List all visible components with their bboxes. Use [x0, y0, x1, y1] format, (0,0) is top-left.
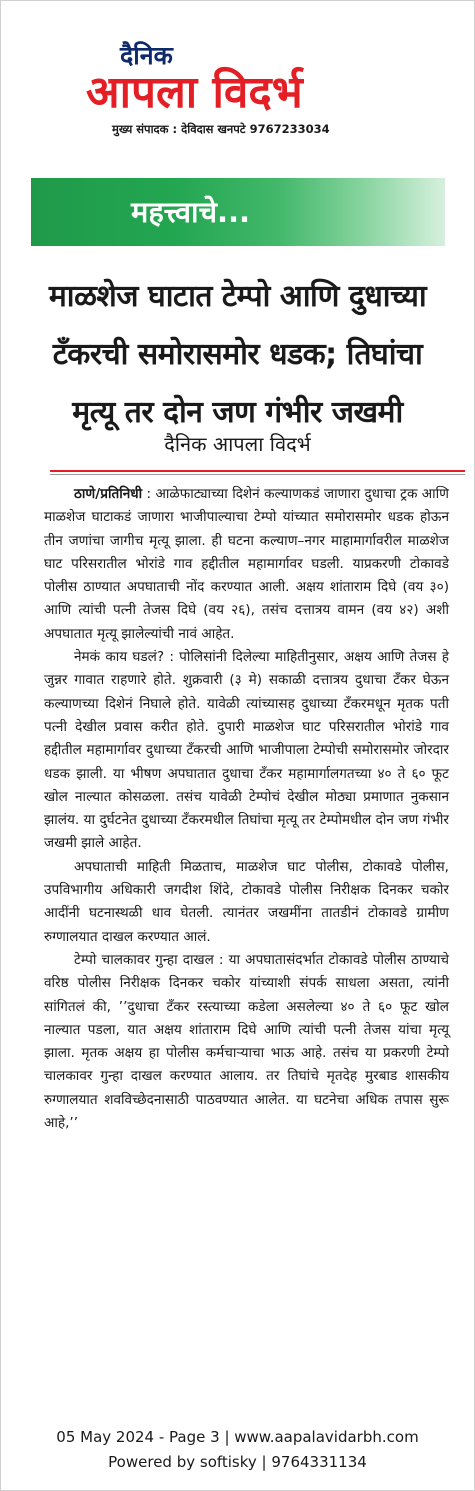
masthead-title: आपला विदर्भ [86, 67, 303, 118]
headline-line-3: मृत्यू तर दोन जण गंभीर जखमी [72, 395, 403, 430]
masthead-editor-line: मुख्य संपादक : देविदास खनपटे 9767233034 [112, 122, 330, 136]
footer-powered-by: Powered by softisky | 9764331134 [108, 1453, 367, 1471]
paragraph-3: अपघाताची माहिती मिळताच, माळशेज घाट पोलीस, टोकावडे पोलीस, उपविभागीय अधिकारी जगदीश शिंदे, टोकावडे पोलीस निरीक्षक दिनकर चकोर आदींनी घटनास्थळी धाव घेतली. त्यानंतर जखमींना तातडीनं टोकावडे ग्रामीण रुग्णालयात दाखल करण्यात आलं. [44, 858, 449, 945]
category-banner [31, 178, 445, 246]
byline-divider [50, 470, 465, 472]
article-body [44, 483, 449, 1135]
masthead [0, 0, 475, 165]
paragraph-4: टेम्पो चालकावर गुन्हा दाखल : या अपघातासंदर्भात टोकावडे पोलीस ठाण्याचे वरिष्ठ पोलीस निरीक्षक दिनकर चकोर यांच्याशी संपर्क साधला असता, त्यांनी सांगितलं की, ’’दुधाचा टँकर रस्त्याच्या कडेला असलेल्या ४० ते ६० फूट खोल नाल्यात पडला, यात अक्षय शांताराम दिघे आणि त्यांची पत्नी तेजस यांचा मृत्यू झाला. मृतक अक्षय हा पोलीस कर्मचाऱ्याचा भाऊ आहे. तसंच या प्रकरणी टेम्पो चालकावर गुन्हा दाखल करण्यात आलाय. तर तिघांचे मृतदेह मुरबाड शासकीय रुग्णालयात शवविच्छेदनासाठी पाठवण्यात आलेत. या घटनेचा अधिक तपास सुरू आहे,’’ [44, 951, 449, 1132]
paragraph-2: नेमकं काय घडलं? : पोलिसांनी दिलेल्या माहितीनुसार, अक्षय आणि तेजस हे जुन्नर गावात राहणारे होते. शुक्रवारी (३ मे) सकाळी दत्तात्रय दुधाचा टँकर घेऊन कल्याणच्या दिशेनं निघाले होते. यावेळी त्यांच्यासह दुधाच्या टँकरमधून मृतक पती पत्नी देखील प्रवास करीत होते. दुपारी माळशेज घाट परिसरातील भोरांडे गाव हद्दीतील महामार्गावर दुधाच्या टँकरची आणि भाजीपाला टेम्पोची समोरासमोर जोरदार धडक झाली. या भीषण अपघातात दुधाचा टँकर महामार्गालगतच्या ४० ते ६० फूट खोल नाल्यात कोसळला. तसंच यावेळी टेम्पोचं देखील मोठ्या प्रमाणात नुकसान झालंय. या दुर्घटनेत दुधाच्या टँकरमधील तिघांचा मृत्यू तर टेम्पोमधील दोन जण गंभीर जखमी झाले आहेत. [44, 649, 449, 852]
masthead-top-word: दैनिक [120, 41, 173, 70]
category-label: महत्त्वाचे... [131, 195, 251, 229]
headline-line-1: माळशेज घाटात टेम्पो आणि दुधाच्या [48, 279, 427, 314]
headline-line-2: टँकरची समोरासमोर धडक; तिघांचा [52, 337, 423, 372]
paragraph-1 [44, 483, 449, 646]
footer-date-page-site: 05 May 2024 - Page 3 | www.aapalavidarbh.com [56, 1428, 419, 1446]
dateline: ठाणे/प्रतिनिधी [74, 486, 143, 502]
byline-divider-thin [50, 474, 465, 475]
article-headline [20, 268, 455, 442]
paragraph-1-text: : आळेफाट्याच्या दिशेनं कल्याणकडं जाणारा दुधाचा ट्रक आणि माळशेज घाटाकडं जाणारा भाजीपाल्याचा टेम्पो यांच्यात समोरासमोर धडक होऊन तीन जणांचा जागीच मृत्यू झाला. ही घटना कल्याण–नगर माहामार्गावरील माळशेज घाट परिसरातील भोरांडे गाव हद्दीतील महामार्गावर घडली. याप्रकरणी टोकावडे पोलीस ठाण्यात अपघाताची नोंद करण्यात आली. अक्षय शांताराम दिघे (वय ३०) आणि त्यांची पत्नी तेजस दिघे (वय २६), तसंच दत्तात्रय वामन (वय ४२) अशी अपघातात मृत्यू झालेल्यांची नावं आहेत. [44, 486, 449, 642]
article-byline: दैनिक आपला विदर्भ [164, 432, 311, 456]
